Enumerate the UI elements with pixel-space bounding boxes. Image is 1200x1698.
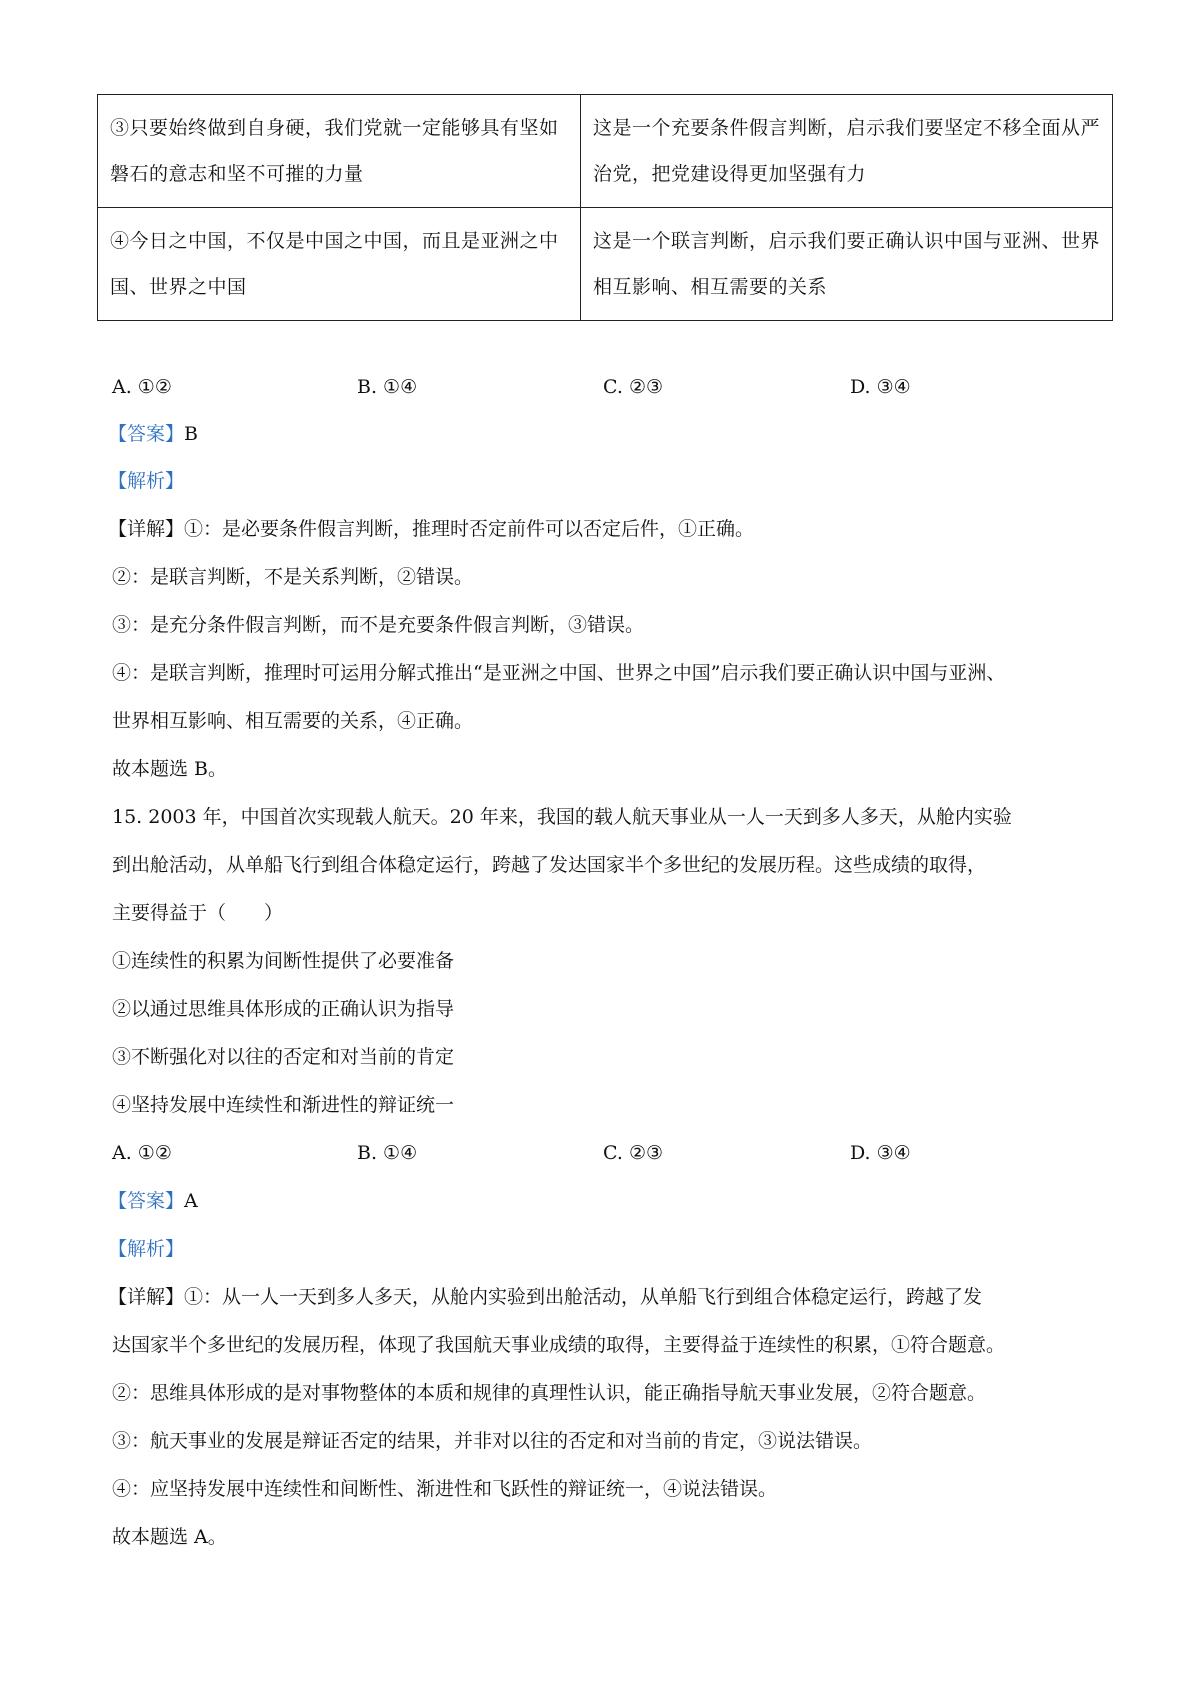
q15-detail-line: ③：航天事业的发展是辩证否定的结果，并非对以往的否定和对当前的肯定，③说法错误。 — [112, 1430, 873, 1452]
q15-detail-line: ②：思维具体形成的是对事物整体的本质和规律的真理性认识，能正确指导航天事业发展，②符合题意。 — [112, 1382, 987, 1404]
q14-detail-line: 【详解】①：是必要条件假言判断，推理时否定前件可以否定后件，①正确。 — [108, 518, 755, 540]
q14-detail-line: ③：是充分条件假言判断，而不是充要条件假言判断，③错误。 — [112, 614, 645, 636]
q15-detail-line: 【详解】①：从一人一天到多人多天，从舱内实验到出舱活动，从单船飞行到组合体稳定运行，跨越了发 — [108, 1286, 983, 1308]
q15-detail-line: 故本题选 A。 — [112, 1526, 227, 1548]
answer-tag: 【答案】 — [108, 423, 185, 445]
q15-item: ④坚持发展中连续性和渐进性的辩证统一 — [112, 1094, 455, 1116]
q15-option-a: A. ①② — [112, 1142, 172, 1164]
q14-option-d: D. ③④ — [850, 376, 911, 398]
q14-detail-line: ②：是联言判断，不是关系判断，②错误。 — [112, 566, 474, 588]
q15-analysis-tag: 【解析】 — [108, 1238, 185, 1260]
q15-option-c: C. ②③ — [603, 1142, 664, 1164]
q15-item: ②以通过思维具体形成的正确认识为指导 — [112, 998, 455, 1020]
q14-options — [112, 372, 1012, 402]
table-row — [98, 95, 1113, 208]
q15-detail-line: ④：应坚持发展中连续性和间断性、渐进性和飞跃性的辩证统一，④说法错误。 — [112, 1478, 778, 1500]
q14-analysis-tag: 【解析】 — [108, 470, 185, 492]
answer-value: B — [184, 423, 198, 445]
answer-value: A — [184, 1190, 198, 1212]
q15-item: ①连续性的积累为间断性提供了必要准备 — [112, 950, 455, 972]
table-cell-analysis: 这是一个充要条件假言判断，启示我们要坚定不移全面从严治党，把党建设得更加坚强有力 — [581, 95, 1113, 208]
judgment-table — [97, 94, 1113, 321]
q14-detail-line: 故本题选 B。 — [112, 758, 228, 780]
table-row — [98, 208, 1113, 321]
q14-option-a: A. ①② — [112, 376, 172, 398]
table-cell-statement: ④今日之中国，不仅是中国之中国，而且是亚洲之中国、世界之中国 — [98, 208, 581, 321]
q15-answer — [108, 1186, 198, 1216]
q15-option-d: D. ③④ — [850, 1142, 911, 1164]
q14-detail-line: ④：是联言判断，推理时可运用分解式推出“是亚洲之中国、世界之中国”启示我们要正确认识中国与亚洲、 — [112, 662, 1006, 684]
answer-tag: 【答案】 — [108, 1190, 185, 1212]
q15-options — [112, 1138, 1012, 1168]
q15-stem-line: 主要得益于（ ） — [112, 902, 284, 924]
table-cell-statement: ③只要始终做到自身硬，我们党就一定能够具有坚如磐石的意志和坚不可摧的力量 — [98, 95, 581, 208]
q15-option-b: B. ①④ — [357, 1142, 418, 1164]
q15-item: ③不断强化对以往的否定和对当前的肯定 — [112, 1046, 455, 1068]
q14-option-b: B. ①④ — [357, 376, 418, 398]
q14-detail-line: 世界相互影响、相互需要的关系，④正确。 — [112, 710, 474, 732]
q14-option-c: C. ②③ — [603, 376, 664, 398]
table-cell-analysis: 这是一个联言判断，启示我们要正确认识中国与亚洲、世界相互影响、相互需要的关系 — [581, 208, 1113, 321]
q15-stem-line: 15. 2003 年，中国首次实现载人航天。20 年来，我国的载人航天事业从一人一天到多人多天，从舱内实验 — [112, 806, 1012, 828]
q15-detail-line: 达国家半个多世纪的发展历程，体现了我国航天事业成绩的取得，主要得益于连续性的积累，①符合题意。 — [112, 1334, 1006, 1356]
q15-stem-line: 到出舱活动，从单船飞行到组合体稳定运行，跨越了发达国家半个多世纪的发展历程。这些成绩的取得， — [112, 854, 987, 876]
q14-answer — [108, 419, 198, 449]
